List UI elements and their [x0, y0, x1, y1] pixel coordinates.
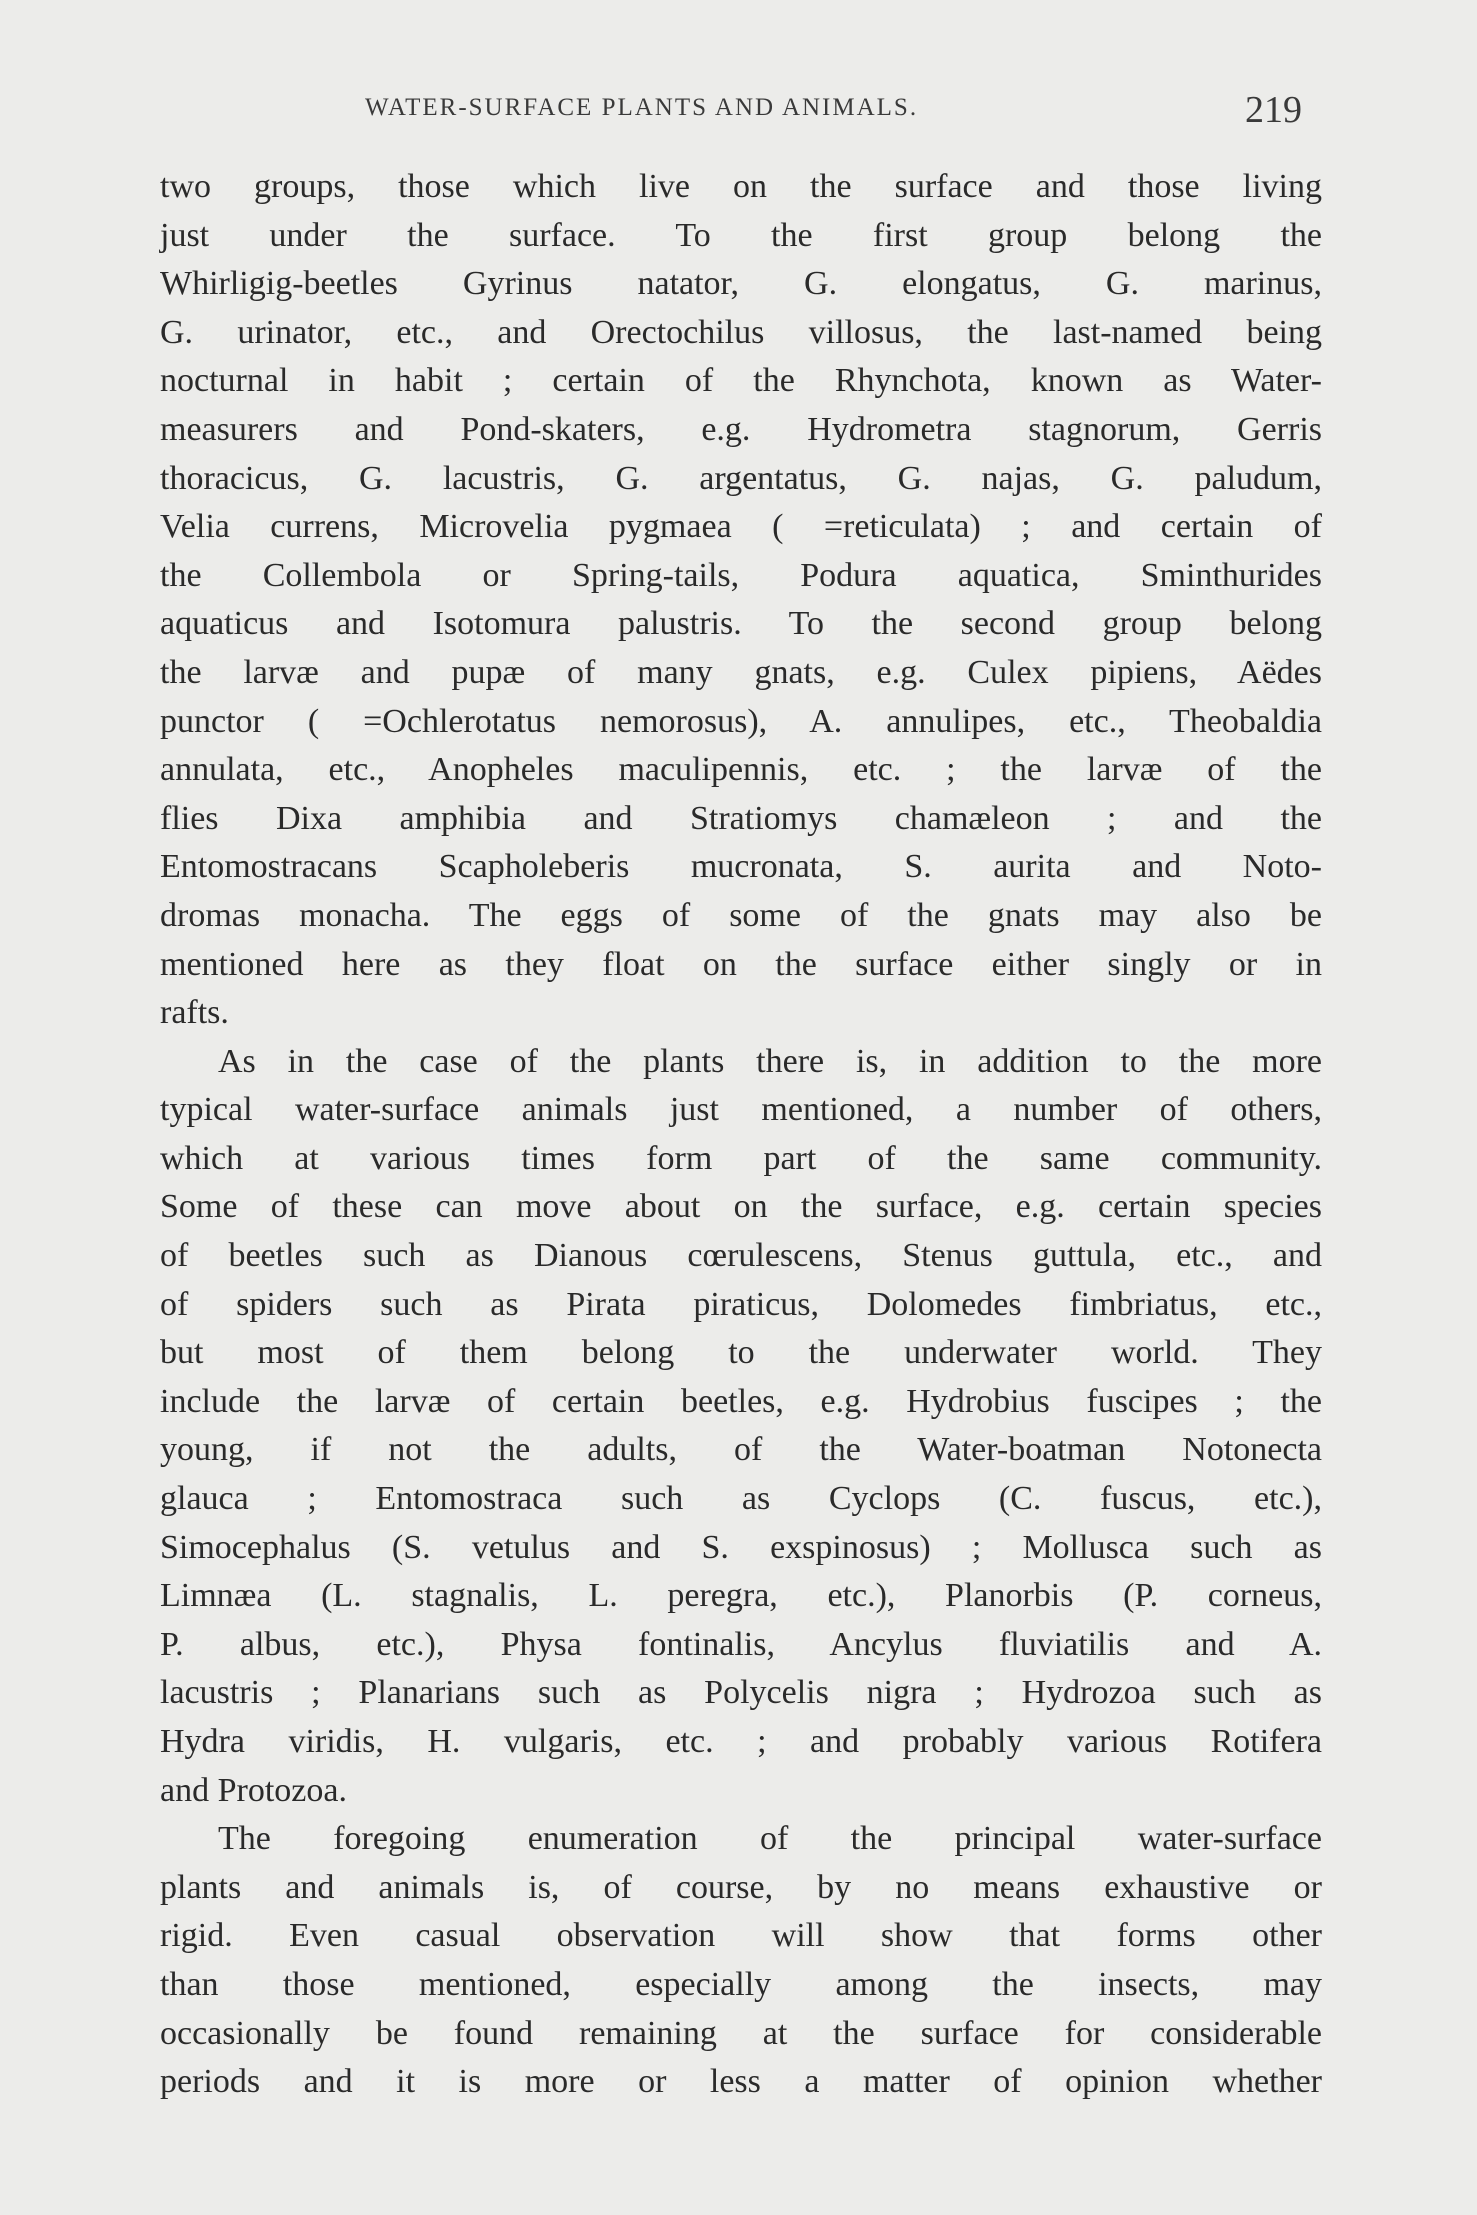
text-line: two groups, those which live on the surface and those living: [160, 168, 1322, 205]
text-line: mentioned here as they float on the surface either singly or in: [160, 945, 1322, 983]
text-line: As in the case of the plants there is, in addition to the more: [218, 1042, 1322, 1080]
text-line: the Collembola or Spring-tails, Podura aquatica, Sminthurides: [160, 556, 1322, 594]
text-line: P. albus, etc.), Physa fontinalis, Ancylus fluviatilis and A.: [160, 1625, 1322, 1663]
text-line: rafts.: [160, 994, 229, 1032]
text-line: Limnæa (L. stagnalis, L. peregra, etc.), Planorbis (P. corneus,: [160, 1577, 1322, 1615]
paragraph: [160, 163, 1322, 1038]
text-line: flies Dixa amphibia and Stratiomys chamæleon ; and the: [160, 799, 1322, 837]
text-line: annulata, etc., Anopheles maculipennis, etc. ; the larvæ of the: [160, 751, 1322, 789]
page-number: 219: [1245, 89, 1302, 131]
page-header: [0, 88, 1477, 132]
running-title: WATER-SURFACE PLANTS AND ANIMALS.: [365, 94, 919, 121]
text-line: Velia currens, Microvelia pygmaea ( =reticulata) ; and certain of: [160, 508, 1322, 546]
text-line: lacustris ; Planarians such as Polycelis nigra ; Hydrozoa such as: [160, 1674, 1322, 1712]
paragraph: [160, 1815, 1322, 2107]
body-text: [160, 163, 1322, 2107]
text-line: but most of them belong to the underwater world. They: [160, 1334, 1322, 1372]
text-line: nocturnal in habit ; certain of the Rhynchota, known as Water-: [160, 362, 1322, 400]
text-line: include the larvæ of certain beetles, e.g. Hydrobius fuscipes ; the: [160, 1382, 1322, 1420]
text-line: rigid. Even casual observation will show that forms other: [160, 1917, 1322, 1955]
text-line: periods and it is more or less a matter of opinion whether: [160, 2063, 1322, 2101]
text-line: occasionally be found remaining at the surface for considerable: [160, 2014, 1322, 2052]
text-line: glauca ; Entomostraca such as Cyclops (C. fuscus, etc.),: [160, 1480, 1322, 1518]
text-line: Hydra viridis, H. vulgaris, etc. ; and probably various Rotifera: [160, 1723, 1322, 1760]
text-line: and Protozoa.: [160, 1771, 347, 1809]
text-line: dromas monacha. The eggs of some of the gnats may also be: [160, 896, 1322, 934]
text-line: than those mentioned, especially among the insects, may: [160, 1965, 1322, 2003]
text-line: plants and animals is, of course, by no means exhaustive or: [160, 1868, 1322, 1906]
text-line: young, if not the adults, of the Water-boatman Notonecta: [160, 1431, 1322, 1469]
text-line: Whirligig-beetles Gyrinus natator, G. elongatus, G. marinus,: [160, 265, 1322, 303]
text-line: the larvæ and pupæ of many gnats, e.g. Culex pipiens, Aëdes: [160, 653, 1322, 691]
text-line: typical water-surface animals just mentioned, a number of others,: [160, 1091, 1322, 1129]
text-line: of beetles such as Dianous cœrulescens, Stenus guttula, etc., and: [160, 1237, 1322, 1275]
text-line: G. urinator, etc., and Orectochilus villosus, the last-named being: [160, 313, 1322, 351]
text-line: Entomostracans Scapholeberis mucronata, S. aurita and Noto-: [160, 848, 1322, 886]
text-line: of spiders such as Pirata piraticus, Dolomedes fimbriatus, etc.,: [160, 1285, 1322, 1323]
text-line: punctor ( =Ochlerotatus nemorosus), A. annulipes, etc., Theobaldia: [160, 702, 1322, 740]
text-line: The foregoing enumeration of the principal water-surface: [218, 1820, 1322, 1858]
paragraph: [160, 1038, 1322, 1816]
text-line: Simocephalus (S. vetulus and S. exspinosus) ; Mollusca such as: [160, 1528, 1322, 1566]
text-line: Some of these can move about on the surface, e.g. certain species: [160, 1188, 1322, 1226]
text-line: which at various times form part of the same community.: [160, 1139, 1322, 1177]
text-line: aquaticus and Isotomura palustris. To the second group belong: [160, 605, 1322, 643]
text-line: measurers and Pond-skaters, e.g. Hydrometra stagnorum, Gerris: [160, 410, 1322, 448]
text-line: thoracicus, G. lacustris, G. argentatus, G. najas, G. paludum,: [160, 459, 1322, 497]
text-line: just under the surface. To the first group belong the: [160, 216, 1322, 254]
